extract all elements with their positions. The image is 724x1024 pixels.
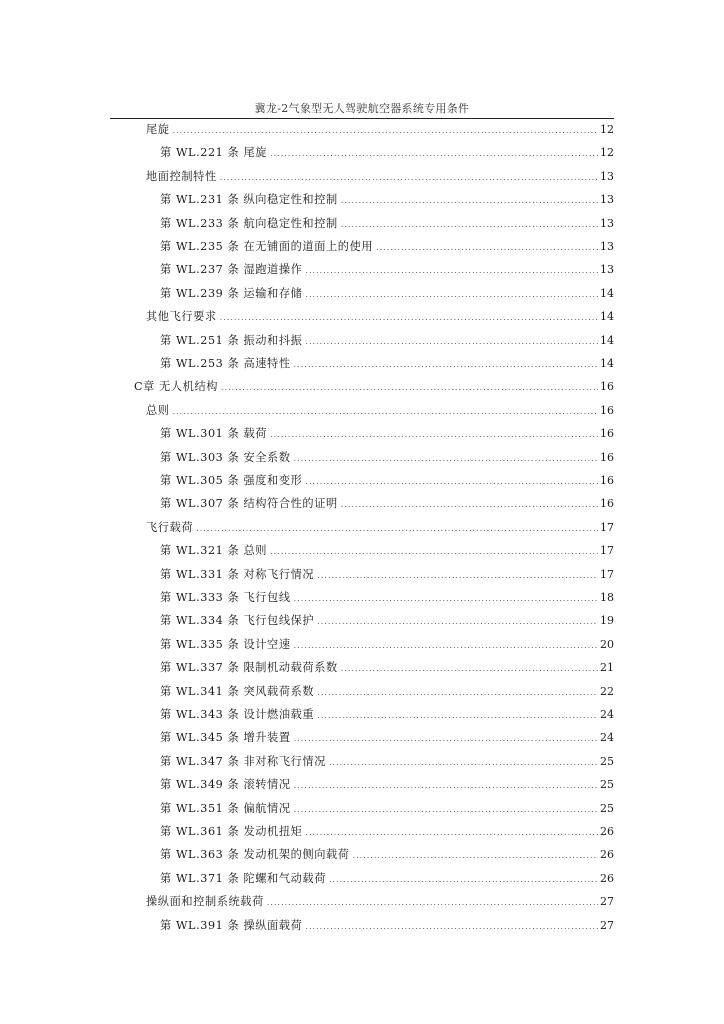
toc-page-number: 14 [600,286,614,300]
toc-dot-leader [294,639,598,653]
toc-page-number: 16 [600,427,614,441]
toc-dot-leader [270,545,598,559]
toc-dot-leader [173,405,598,419]
toc-dot-leader [221,381,598,395]
toc-dot-leader [196,522,598,536]
toc-page-number: 16 [600,450,614,464]
toc-entry[interactable] [146,309,614,325]
toc-entry-title: 飞行载荷 [146,520,194,534]
toc-entry[interactable] [134,379,614,395]
toc-page-number: 17 [600,544,614,558]
toc-page-number: 16 [600,380,614,394]
toc-entry[interactable] [160,145,614,161]
toc-entry-title: 第 WL.337 条 限制机动载荷系数 [160,661,338,675]
toc-entry-title: 第 WL.391 条 操纵面载荷 [160,918,303,932]
toc-entry[interactable] [160,567,614,583]
toc-entry-title: 第 WL.237 条 湿跑道操作 [160,263,303,277]
toc-entry[interactable] [160,660,614,676]
toc-dot-leader [305,920,598,934]
toc-dot-leader [341,662,598,676]
toc-page-number: 27 [600,918,614,932]
toc-entry-title: 第 WL.349 条 滚转情况 [160,778,291,792]
toc-entry[interactable] [146,520,614,536]
toc-entry-title: C章 无人机结构 [134,380,219,394]
toc-dot-leader [294,779,598,793]
toc-entry[interactable] [160,824,614,840]
toc-page-number: 14 [600,357,614,370]
header-rule [110,118,614,119]
toc-entry[interactable] [146,169,614,185]
toc-entry[interactable] [160,333,614,349]
toc-page-number: 25 [600,801,614,815]
toc-page-number: 26 [600,825,614,838]
toc-dot-leader [341,498,598,512]
toc-page-number: 16 [600,474,614,487]
toc-entry-title: 地面控制特性 [146,169,217,183]
toc-page-number: 24 [600,731,614,745]
toc-dot-leader [294,732,598,746]
toc-dot-leader [294,452,598,466]
toc-entry[interactable] [160,801,614,817]
toc-entry-title: 操纵面和控制系统载荷 [146,895,264,909]
toc-page-number: 13 [600,216,614,230]
toc-dot-leader [270,147,598,161]
toc-entry[interactable] [160,473,614,489]
toc-entry-title: 尾旋 [146,123,170,136]
toc-entry-title: 第 WL.335 条 设计空速 [160,637,291,651]
toc-page-number: 16 [600,497,614,511]
toc-entry[interactable] [160,356,614,372]
toc-dot-leader [305,264,598,278]
toc-page-number: 12 [600,123,614,136]
toc-page-number: 14 [600,333,614,347]
toc-entry-title: 第 WL.371 条 陀螺和气动载荷 [160,871,326,885]
toc-dot-leader [294,358,598,372]
toc-page-number: 17 [600,567,614,581]
toc-entry-title: 第 WL.361 条 发动机扭矩 [160,825,303,838]
toc-entry[interactable] [160,730,614,746]
toc-dot-leader [305,475,598,489]
toc-entry-title: 第 WL.345 条 增升装置 [160,731,291,745]
toc-page-number: 26 [600,848,614,862]
toc-dot-leader [329,756,598,770]
toc-entry-title: 其他飞行要求 [146,310,217,324]
toc-entry[interactable] [160,847,614,863]
toc-page-number: 25 [600,778,614,792]
toc-page-number: 14 [600,310,614,324]
toc-page-number: 27 [600,895,614,909]
toc-entry-title: 第 WL.251 条 振动和抖振 [160,333,303,347]
toc-entry[interactable] [160,262,614,278]
toc-page-number: 13 [600,169,614,183]
toc-dot-leader [267,896,598,910]
toc-dot-leader [294,803,598,817]
toc-entry-title: 第 WL.331 条 对称飞行情况 [160,567,315,581]
toc-entry-title: 第 WL.347 条 非对称飞行情况 [160,754,326,768]
toc-dot-leader [341,218,598,232]
toc-page-number: 26 [600,871,614,885]
toc-entry-title: 第 WL.334 条 飞行包线保护 [160,614,315,628]
toc-entry-title: 第 WL.303 条 安全系数 [160,450,291,464]
toc-page-number: 13 [600,240,614,253]
toc-dot-leader [294,592,598,606]
toc-page-number: 13 [600,193,614,207]
toc-dot-leader [305,335,598,349]
toc-dot-leader [270,428,598,442]
toc-page-number: 22 [600,684,614,698]
toc-entry-title: 第 WL.301 条 载荷 [160,427,268,441]
toc-entry[interactable] [160,707,614,723]
toc-entry-title: 第 WL.305 条 强度和变形 [160,474,303,487]
page-header: 冀龙-2气象型无人驾驶航空器系统专用条件 [254,102,470,115]
toc-dot-leader [305,288,598,302]
toc-dot-leader [317,615,598,629]
toc-dot-leader [317,686,598,700]
toc-dot-leader [317,709,598,723]
toc-entry[interactable] [160,192,614,208]
toc-entry-title: 第 WL.221 条 尾旋 [160,146,268,160]
toc-entry[interactable] [160,590,614,606]
toc-dot-leader [173,124,598,138]
toc-page-number: 20 [600,637,614,651]
toc-entry-title: 第 WL.343 条 设计燃油载重 [160,708,315,721]
toc-entry[interactable] [160,426,614,442]
toc-entry[interactable] [160,754,614,770]
toc-entry[interactable] [160,496,614,512]
toc-entry[interactable] [160,543,614,559]
toc-entry-title: 第 WL.231 条 纵向稳定性和控制 [160,193,338,207]
toc-entry[interactable] [160,637,614,653]
toc-entry-title: 第 WL.239 条 运输和存储 [160,286,303,300]
toc-dot-leader [220,311,598,325]
toc-page-number: 12 [600,146,614,160]
toc-page-number: 17 [600,520,614,534]
toc-entry-title: 第 WL.351 条 偏航情况 [160,801,291,815]
toc-entry-title: 第 WL.363 条 发动机架的侧向载荷 [160,848,350,862]
toc-dot-leader [353,849,598,863]
toc-page-number: 13 [600,263,614,277]
toc-entry[interactable] [160,777,614,793]
toc-entry[interactable] [160,286,614,302]
toc-entry[interactable] [160,613,614,629]
toc-entry-title: 总则 [146,403,170,417]
toc-entry[interactable] [160,684,614,700]
toc-dot-leader [305,826,598,840]
toc-dot-leader [341,194,598,208]
toc-dot-leader [220,171,598,185]
toc-page-number: 18 [600,591,614,604]
toc-entry-title: 第 WL.341 条 突风载荷系数 [160,684,315,698]
toc-page-number: 16 [600,403,614,417]
toc-page-number: 25 [600,754,614,768]
toc-entry-title: 第 WL.333 条 飞行包线 [160,591,291,604]
toc-entry[interactable] [160,871,614,887]
toc-page-number: 24 [600,708,614,721]
toc-entry-title: 第 WL.253 条 高速特性 [160,357,291,370]
toc-dot-leader [329,873,598,887]
toc-entry[interactable] [160,450,614,466]
toc-entry-title: 第 WL.321 条 总则 [160,544,268,558]
toc-entry-title: 第 WL.307 条 结构符合性的证明 [160,497,338,511]
toc-entry[interactable] [160,216,614,232]
toc-entry-title: 第 WL.233 条 航向稳定性和控制 [160,216,338,230]
toc-page-number: 21 [600,661,614,675]
toc-entry[interactable] [146,894,614,910]
toc-entry[interactable] [146,122,614,138]
toc-page-number: 19 [600,614,614,628]
toc-entry-title: 第 WL.235 条 在无铺面的道面上的使用 [160,240,374,253]
toc-entry[interactable] [160,239,614,255]
toc-entry[interactable] [146,403,614,419]
toc-entry[interactable] [160,918,614,934]
toc-dot-leader [317,569,598,583]
toc-dot-leader [376,241,598,255]
